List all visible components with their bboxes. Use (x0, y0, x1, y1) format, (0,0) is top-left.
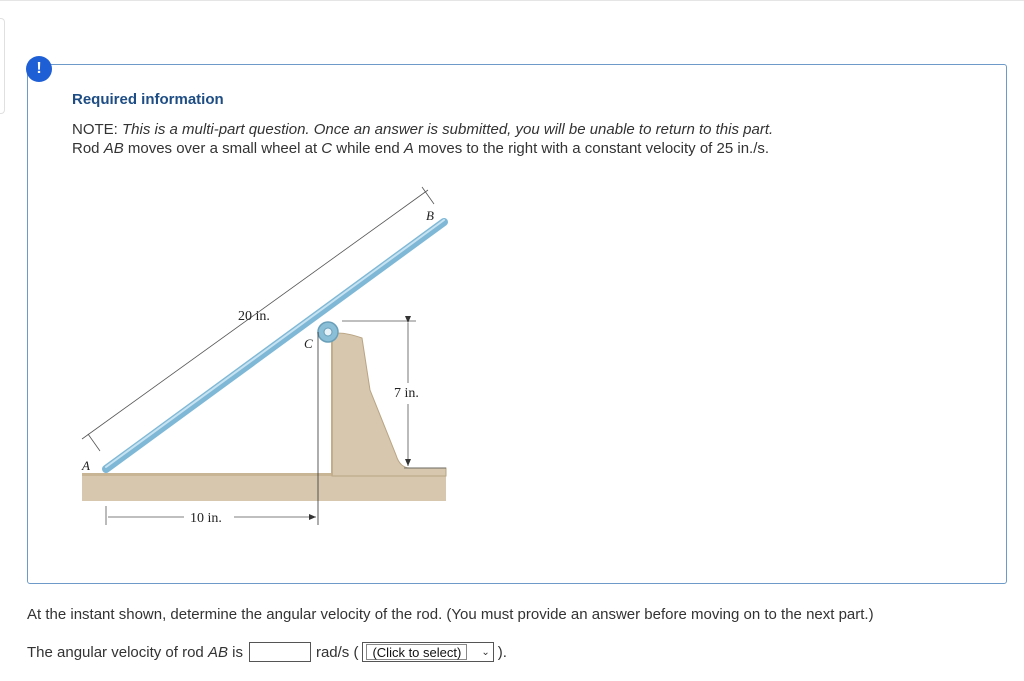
label-c: C (304, 336, 313, 351)
question-text: At the instant shown, determine the angular velocity of the rod. (You must provide an answer before moving on to the next part.) (27, 606, 874, 623)
problem-description (72, 140, 769, 157)
dim-rod-label: 20 in. (238, 309, 270, 324)
note-prefix: NOTE: (72, 121, 123, 138)
ground (82, 475, 446, 501)
desc-rod: AB (103, 140, 124, 157)
answer-prefix: The angular velocity of rod (27, 643, 208, 661)
rod-wheel-figure (78, 180, 458, 530)
answer-rod: AB (207, 643, 228, 661)
angular-velocity-input[interactable] (249, 642, 311, 662)
label-a: A (82, 458, 90, 473)
desc-part: Rod (72, 140, 104, 157)
rod-ab (106, 222, 444, 469)
panel-title: Required information (72, 91, 224, 108)
answer-close: ). (497, 643, 507, 661)
side-tab[interactable] (0, 18, 5, 114)
dim-base-label: 10 in. (190, 511, 222, 526)
answer-is: is (227, 643, 243, 661)
desc-part: moves to the right with a constant velocity of 25 in./s. (413, 140, 770, 157)
note-text (72, 121, 773, 138)
desc-part: while end (332, 140, 404, 157)
desc-part: moves over a small wheel at (123, 140, 322, 157)
exclamation-icon: ! (26, 56, 52, 82)
label-b: B (426, 208, 434, 223)
unit-label: rad/s ( (315, 643, 359, 661)
select-value: (Click to select) (366, 644, 467, 660)
support-post (332, 333, 446, 476)
dim-height-label: 7 in. (394, 386, 419, 401)
answer-row (27, 642, 507, 662)
top-divider (0, 0, 1024, 1)
desc-end: A (403, 140, 414, 157)
chevron-down-icon: ⌄ (481, 646, 490, 658)
direction-select[interactable] (362, 642, 493, 662)
note-body: This is a multi-part question. Once an answer is submitted, you will be unable to return to this part. (122, 121, 774, 138)
desc-wheel: C (321, 140, 333, 157)
